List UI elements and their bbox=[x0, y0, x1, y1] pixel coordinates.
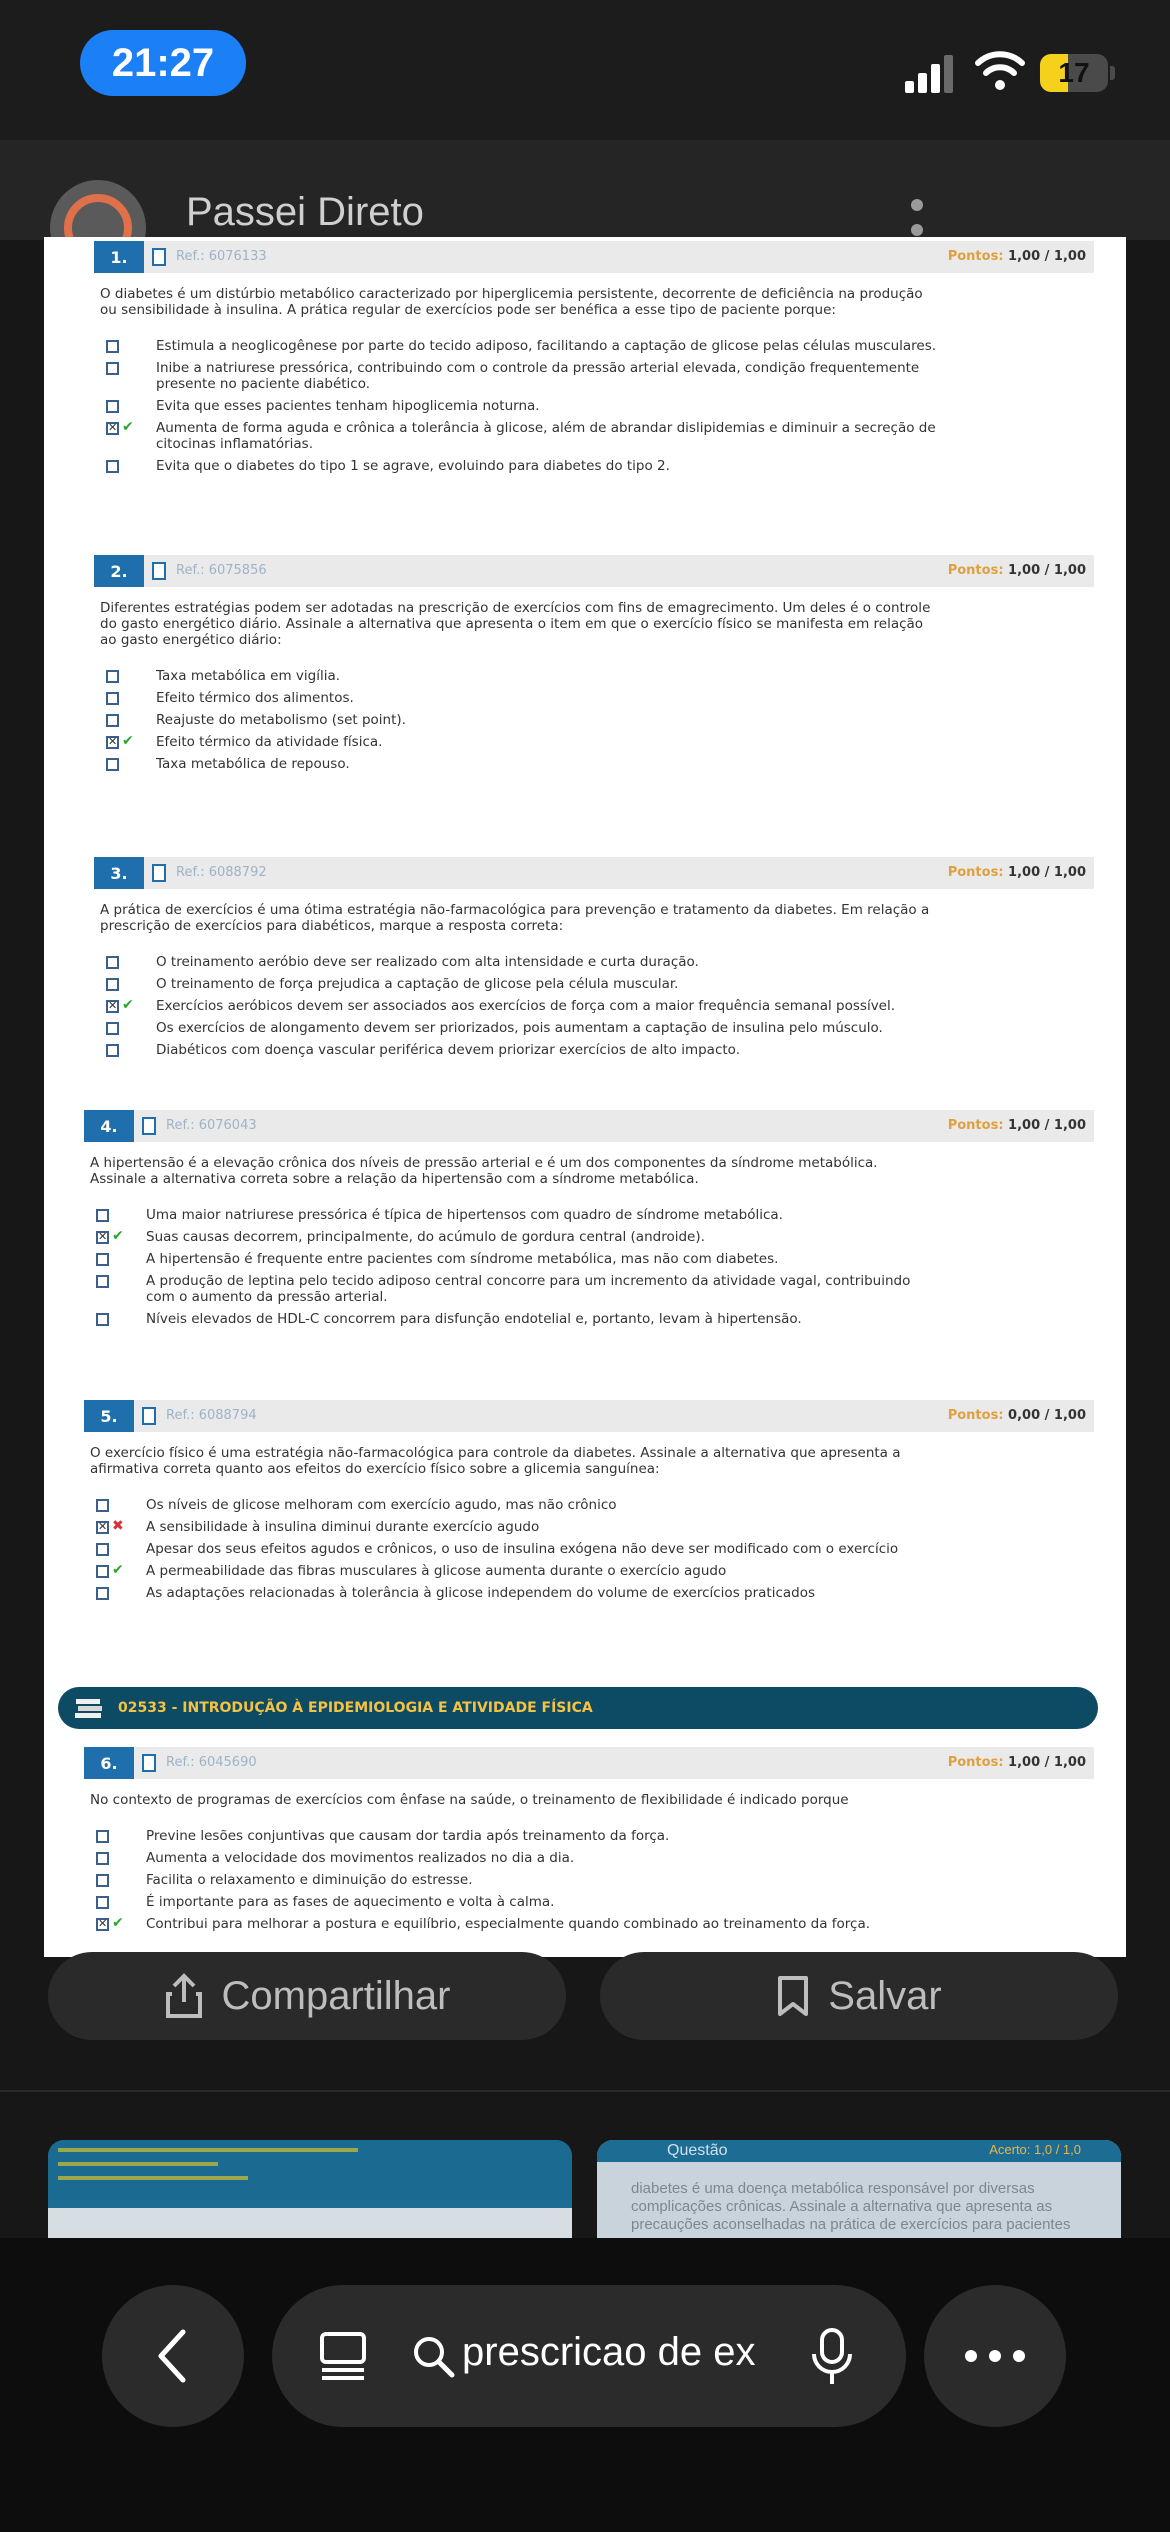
wrong-cross-icon: ✖ bbox=[112, 1518, 124, 1534]
answer-checkbox[interactable] bbox=[96, 1499, 109, 1512]
question-ref: Ref.: 6076133 bbox=[176, 249, 267, 264]
section-banner bbox=[58, 1687, 1098, 1729]
answer-option-text[interactable]: A hipertensão é frequente entre pacientes com síndrome metabólica, mas não com diabetes. bbox=[146, 1251, 779, 1267]
points-value: 1,00 / 1,00 bbox=[1008, 1118, 1086, 1133]
answer-option-text[interactable]: Apesar dos seus efeitos agudos e crônicos, o uso de insulina exógena não deve ser modificado com o exercício bbox=[146, 1541, 899, 1557]
answer-option-text[interactable]: Os exercícios de alongamento devem ser priorizados, pois aumentam a captação de insulina pelo músculo. bbox=[156, 1020, 883, 1036]
question-header bbox=[94, 857, 1094, 889]
share-button[interactable] bbox=[48, 1952, 566, 2040]
wifi-icon bbox=[975, 48, 1025, 92]
related-question-snippet-1: diabetes é uma doença metabólica responsável por diversas bbox=[631, 2180, 1035, 2197]
answer-checkbox[interactable] bbox=[106, 1000, 119, 1013]
search-icon bbox=[412, 2335, 456, 2379]
answer-checkbox[interactable] bbox=[96, 1852, 109, 1865]
share-icon bbox=[164, 1972, 204, 2020]
question-ref: Ref.: 6075856 bbox=[176, 563, 267, 578]
answer-option-text[interactable]: Aumenta de forma aguda e crônica a tolerância à glicose, além de abrandar dislipidemias e diminuir a secreção de bbox=[156, 420, 936, 436]
question-text-line: ao gasto energético diário: bbox=[100, 632, 282, 648]
answer-checkbox[interactable] bbox=[96, 1565, 109, 1578]
answer-checkbox[interactable] bbox=[106, 1022, 119, 1035]
answer-option-text[interactable]: Contribui para melhorar a postura e equilíbrio, especialmente quando combinado ao treinamento da força. bbox=[146, 1916, 871, 1932]
answer-checkbox[interactable] bbox=[96, 1275, 109, 1288]
question-text-line: Assinale a alternativa correta sobre a relação da hipertensão com a síndrome metabólica. bbox=[90, 1171, 699, 1187]
answer-option-text[interactable]: Aumenta a velocidade dos movimentos realizados no dia a dia. bbox=[146, 1850, 575, 1866]
question-text-line: prescrição de exercícios para diabéticos, marque a resposta correta: bbox=[100, 918, 564, 934]
related-document-thumbnail[interactable] bbox=[48, 2140, 572, 2238]
answer-option-text[interactable]: com o aumento da pressão arterial. bbox=[146, 1289, 388, 1305]
cellular-signal-icon bbox=[905, 55, 955, 93]
question-number: 3. bbox=[94, 857, 144, 889]
question-ref: Ref.: 6088792 bbox=[176, 865, 267, 880]
answer-option-text[interactable]: Efeito térmico dos alimentos. bbox=[156, 690, 354, 706]
answer-checkbox[interactable] bbox=[96, 1830, 109, 1843]
related-question-snippet-3: precauções aconselhadas na prática de exercícios para pacientes bbox=[631, 2216, 1071, 2233]
answer-option-text[interactable]: Taxa metabólica de repouso. bbox=[156, 756, 350, 772]
answer-checkbox[interactable] bbox=[96, 1896, 109, 1909]
answer-option-text[interactable]: É importante para as fases de aquecimento e volta à calma. bbox=[146, 1894, 555, 1910]
answer-checkbox[interactable] bbox=[96, 1918, 109, 1931]
question-points bbox=[948, 1408, 1086, 1423]
answer-checkbox[interactable] bbox=[106, 1044, 119, 1057]
time-pill[interactable]: 21:27 bbox=[80, 30, 246, 96]
question-text-line: do gasto energético diário. Assinale a alternativa que apresenta o item em que o exercício físico se manifesta em relação bbox=[100, 616, 924, 632]
related-question-score: Acerto: 1,0 / 1,0 bbox=[989, 2142, 1081, 2157]
question-ref: Ref.: 6076043 bbox=[166, 1118, 257, 1133]
document-page[interactable] bbox=[44, 237, 1126, 1957]
answer-option-text[interactable]: Facilita o relaxamento e diminuição do estresse. bbox=[146, 1872, 473, 1888]
document-icon bbox=[142, 1754, 156, 1772]
answer-checkbox[interactable] bbox=[106, 460, 119, 473]
document-icon bbox=[152, 562, 166, 580]
back-button[interactable] bbox=[102, 2285, 244, 2427]
answer-checkbox[interactable] bbox=[96, 1209, 109, 1222]
answer-checkbox[interactable] bbox=[96, 1543, 109, 1556]
points-label: Pontos: bbox=[947, 1408, 1004, 1423]
question-header bbox=[94, 555, 1094, 587]
question-header bbox=[84, 1110, 1094, 1142]
question-ref: Ref.: 6088794 bbox=[166, 1408, 257, 1423]
chevron-left-icon bbox=[153, 2326, 193, 2386]
books-icon bbox=[74, 1695, 104, 1721]
question-number: 1. bbox=[94, 241, 144, 273]
question-points bbox=[948, 249, 1086, 264]
answer-option-text[interactable]: Uma maior natriurese pressórica é típica de hipertensos com quadro de síndrome metabólica. bbox=[146, 1207, 783, 1223]
more-menu-button[interactable] bbox=[924, 2285, 1066, 2427]
related-question-snippet-2: complicações crônicas. Assinale a alternativa que apresenta as bbox=[631, 2198, 1053, 2215]
document-icon bbox=[152, 248, 166, 266]
question-text-line: O exercício físico é uma estratégia não-farmacológica para controle da diabetes. Assinale a alternativa que apresenta a bbox=[90, 1445, 901, 1461]
question-number: 5. bbox=[84, 1400, 134, 1432]
document-icon bbox=[142, 1117, 156, 1135]
answer-checkbox[interactable] bbox=[106, 422, 119, 435]
answer-option-text[interactable]: Evita que o diabetes do tipo 1 se agrave, evoluindo para diabetes do tipo 2. bbox=[156, 458, 670, 474]
answer-option-text[interactable]: Estimula a neoglicogênese por parte do tecido adiposo, facilitando a captação de glicose pelas células musculares. bbox=[156, 338, 937, 354]
answer-checkbox[interactable] bbox=[106, 714, 119, 727]
question-points bbox=[948, 865, 1086, 880]
answer-option-text[interactable]: Diabéticos com doença vascular periférica devem priorizar exercícios de alto impacto. bbox=[156, 1042, 740, 1058]
microphone-icon[interactable] bbox=[810, 2328, 854, 2386]
answer-checkbox[interactable] bbox=[96, 1874, 109, 1887]
save-label: Salvar bbox=[828, 1973, 942, 2018]
answer-option-text[interactable]: Os níveis de glicose melhoram com exercício agudo, mas não crônico bbox=[146, 1497, 617, 1513]
answer-option-text[interactable]: A sensibilidade à insulina diminui durante exercício agudo bbox=[146, 1519, 540, 1535]
points-label: Pontos: bbox=[947, 1755, 1004, 1770]
correct-check-icon: ✔ bbox=[112, 1228, 124, 1244]
points-label: Pontos: bbox=[947, 1118, 1004, 1133]
answer-checkbox[interactable] bbox=[106, 400, 119, 413]
answer-option-text[interactable]: Reajuste do metabolismo (set point). bbox=[156, 712, 406, 728]
question-text-line: afirmativa correta quanto aos efeitos do exercício físico sobre a glicemia sanguínea: bbox=[90, 1461, 660, 1477]
answer-option-text[interactable]: As adaptações relacionadas à tolerância à glicose independem do volume de exercícios praticados bbox=[146, 1585, 816, 1601]
answer-option-text[interactable]: O treinamento de força prejudica a captação de glicose pela célula muscular. bbox=[156, 976, 679, 992]
answer-checkbox[interactable] bbox=[106, 340, 119, 353]
answer-option-text[interactable]: Inibe a natriurese pressórica, contribuindo com o controle da pressão arterial elevada, condição frequentemente bbox=[156, 360, 920, 376]
answer-option-text[interactable]: presente no paciente diabético. bbox=[156, 376, 371, 392]
question-points bbox=[948, 1755, 1086, 1770]
divider bbox=[0, 2090, 1170, 2092]
answer-option-text[interactable]: Efeito térmico da atividade física. bbox=[156, 734, 383, 750]
answer-option-text[interactable]: Níveis elevados de HDL-C concorrem para disfunção endotelial e, portanto, levam à hipertensão. bbox=[146, 1311, 802, 1327]
answer-checkbox[interactable] bbox=[96, 1587, 109, 1600]
answer-option-text[interactable]: Exercícios aeróbicos devem ser associados aos exercícios de força com a maior frequência semanal possível. bbox=[156, 998, 896, 1014]
question-header bbox=[84, 1747, 1094, 1779]
question-points bbox=[948, 563, 1086, 578]
points-label: Pontos: bbox=[947, 865, 1004, 880]
points-label: Pontos: bbox=[947, 563, 1004, 578]
battery-icon bbox=[1040, 52, 1120, 94]
question-text-line: No contexto de programas de exercícios com ênfase na saúde, o treinamento de flexibilidade é indicado porque bbox=[90, 1792, 849, 1808]
bookmark-icon bbox=[776, 1974, 810, 2018]
correct-check-icon: ✔ bbox=[122, 419, 134, 435]
section-banner-label: 02533 - INTRODUÇÃO À EPIDEMIOLOGIA E ATIVIDADE FÍSICA bbox=[118, 1700, 593, 1716]
document-icon bbox=[152, 864, 166, 882]
answer-checkbox[interactable] bbox=[96, 1313, 109, 1326]
correct-check-icon: ✔ bbox=[112, 1562, 124, 1578]
answer-option-text[interactable]: Taxa metabólica em vigília. bbox=[156, 668, 341, 684]
points-value: 1,00 / 1,00 bbox=[1008, 865, 1086, 880]
points-value: 0,00 / 1,00 bbox=[1008, 1408, 1086, 1423]
question-header bbox=[84, 1400, 1094, 1432]
question-number: 4. bbox=[84, 1110, 134, 1142]
question-number: 6. bbox=[84, 1747, 134, 1779]
tabs-icon[interactable] bbox=[318, 2330, 368, 2382]
answer-checkbox[interactable] bbox=[96, 1521, 109, 1534]
share-label: Compartilhar bbox=[221, 1973, 451, 2018]
question-text-line: O diabetes é um distúrbio metabólico caracterizado por hiperglicemia persistente, decorrente de deficiência na produção bbox=[100, 286, 923, 302]
answer-option-text[interactable]: O treinamento aeróbio deve ser realizado com alta intensidade e curta duração. bbox=[156, 954, 699, 970]
answer-checkbox[interactable] bbox=[96, 1231, 109, 1244]
points-value: 1,00 / 1,00 bbox=[1008, 563, 1086, 578]
answer-checkbox[interactable] bbox=[106, 362, 119, 375]
answer-option-text[interactable]: citocinas inflamatórias. bbox=[156, 436, 314, 452]
related-question-thumbnail[interactable] bbox=[597, 2140, 1121, 2238]
answer-checkbox[interactable] bbox=[106, 758, 119, 771]
points-value: 1,00 / 1,00 bbox=[1008, 1755, 1086, 1770]
answer-option-text[interactable]: Evita que esses pacientes tenham hipoglicemia noturna. bbox=[156, 398, 540, 414]
answer-option-text[interactable]: Previne lesões conjuntivas que causam dor tardia após treinamento da força. bbox=[146, 1828, 670, 1844]
app-header bbox=[0, 140, 1170, 240]
correct-check-icon: ✔ bbox=[122, 733, 134, 749]
points-label: Pontos: bbox=[947, 249, 1004, 264]
ellipsis-icon bbox=[963, 2348, 1027, 2364]
question-text-line: A hipertensão é a elevação crônica dos níveis de pressão arterial e é um dos componentes da síndrome metabólica. bbox=[90, 1155, 878, 1171]
question-text-line: Diferentes estratégias podem ser adotadas na prescrição de exercícios com fins de emagrecimento. Um deles é o controle bbox=[100, 600, 931, 616]
points-value: 1,00 / 1,00 bbox=[1008, 249, 1086, 264]
correct-check-icon: ✔ bbox=[112, 1915, 124, 1931]
answer-option-text[interactable]: Suas causas decorrem, principalmente, do acúmulo de gordura central (androide). bbox=[146, 1229, 705, 1245]
search-query-text[interactable]: prescricao de ex bbox=[462, 2330, 756, 2374]
save-button[interactable] bbox=[600, 1952, 1118, 2040]
document-icon bbox=[142, 1407, 156, 1425]
question-ref: Ref.: 6045690 bbox=[166, 1755, 257, 1770]
battery-level: 17 bbox=[1058, 57, 1090, 88]
answer-option-text[interactable]: A permeabilidade das fibras musculares à glicose aumenta durante o exercício agudo bbox=[146, 1563, 727, 1579]
question-text-line: A prática de exercícios é uma ótima estratégia não-farmacológica para prevenção e tratamento da diabetes. Em relação a bbox=[100, 902, 930, 918]
question-points bbox=[948, 1118, 1086, 1133]
question-header bbox=[94, 241, 1094, 273]
answer-checkbox[interactable] bbox=[106, 978, 119, 991]
related-question-title: Questão bbox=[667, 2142, 728, 2159]
question-text-line: ou sensibilidade à insulina. A prática regular de exercícios pode ser benéfica a esse tipo de paciente porque: bbox=[100, 302, 836, 318]
answer-checkbox[interactable] bbox=[106, 736, 119, 749]
answer-option-text[interactable]: A produção de leptina pelo tecido adiposo central concorre para um incremento da atividade vagal, contribuindo bbox=[146, 1273, 911, 1289]
app-title: Passei Direto bbox=[186, 190, 424, 234]
answer-checkbox[interactable] bbox=[96, 1253, 109, 1266]
correct-check-icon: ✔ bbox=[122, 997, 134, 1013]
answer-checkbox[interactable] bbox=[106, 692, 119, 705]
answer-checkbox[interactable] bbox=[106, 956, 119, 969]
answer-checkbox[interactable] bbox=[106, 670, 119, 683]
question-number: 2. bbox=[94, 555, 144, 587]
